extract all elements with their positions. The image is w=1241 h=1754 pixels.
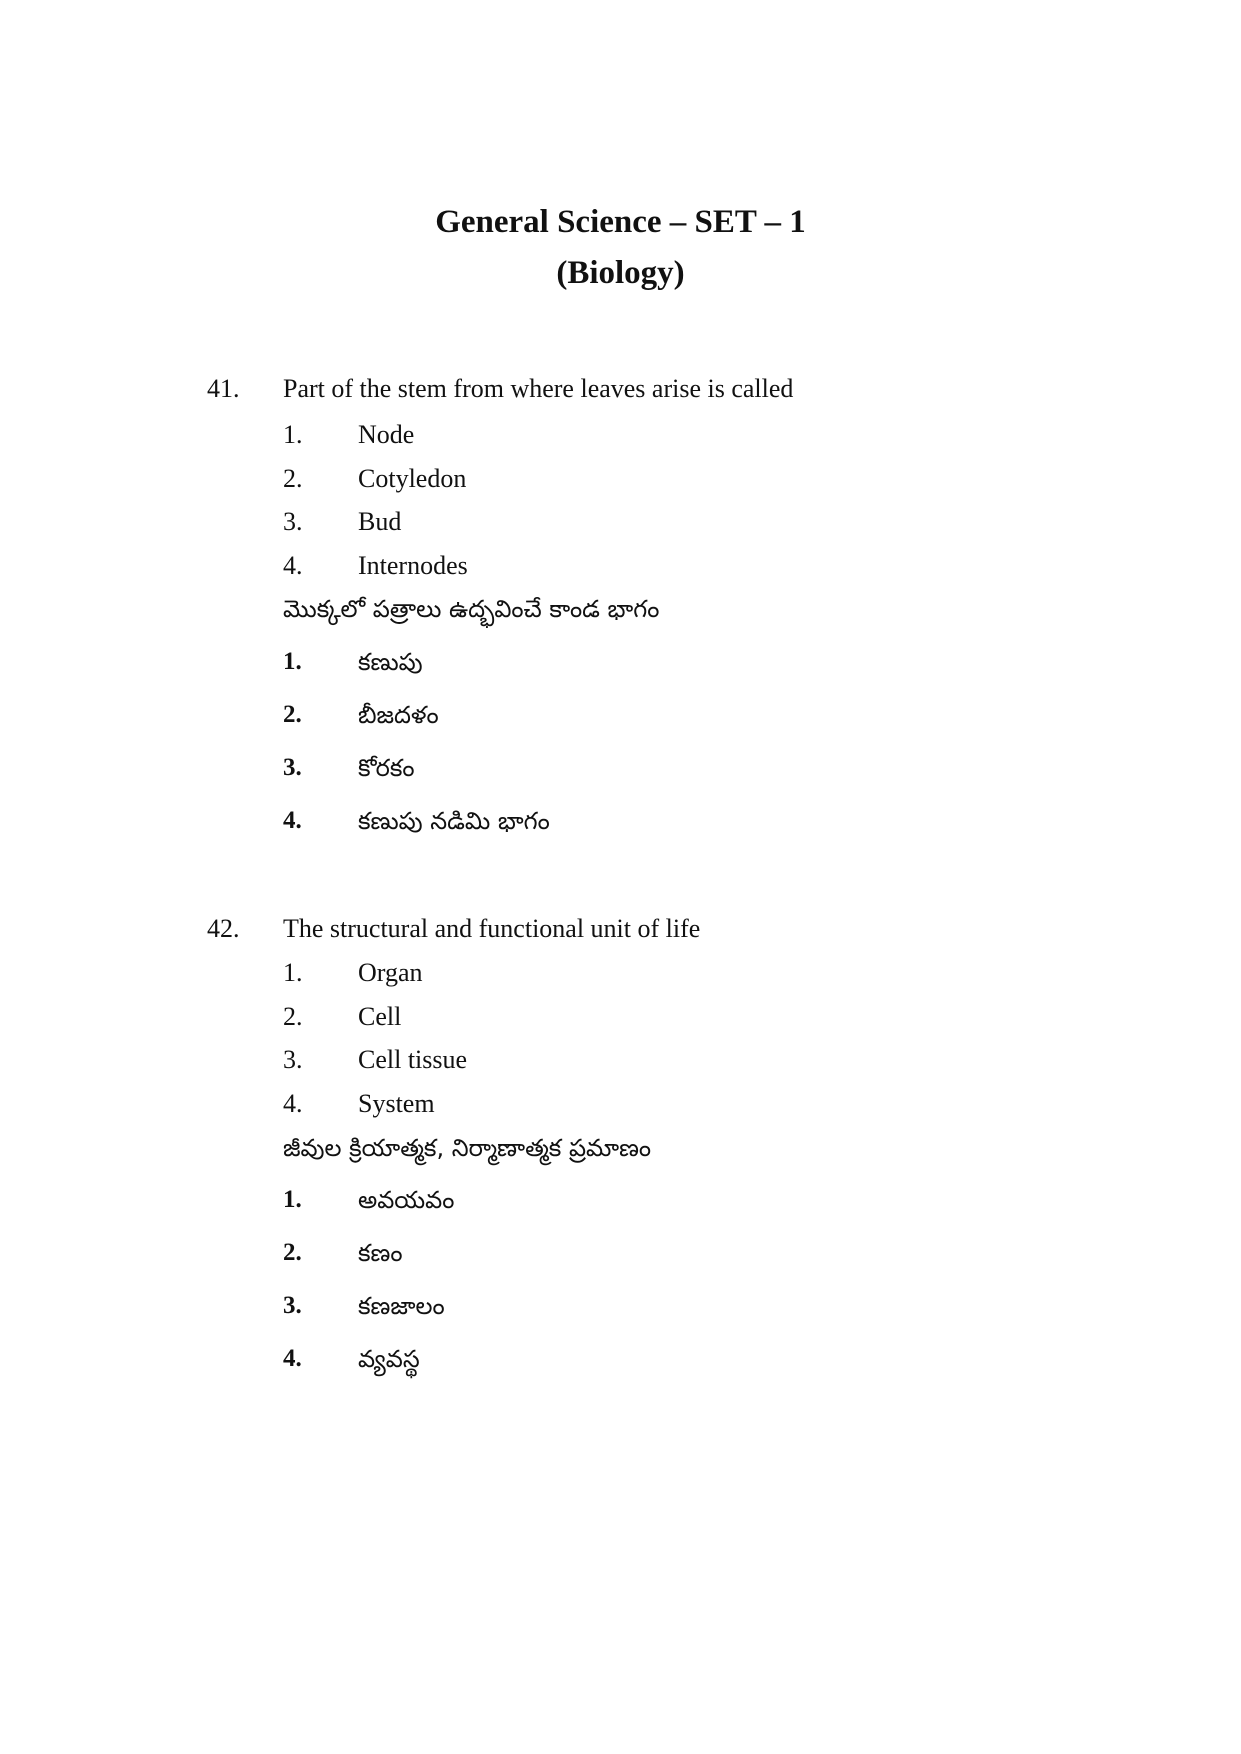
- option-text: Cell tissue: [358, 1045, 468, 1074]
- option-number: 1.: [283, 1186, 302, 1213]
- option-number: 4.: [283, 1089, 303, 1118]
- option-text: Cotyledon: [358, 464, 467, 493]
- option-number: 4.: [283, 551, 303, 580]
- question-text-te: జీవుల క్రియాత్మక, నిర్మాణాత్మక ప్రమాణం: [283, 1134, 652, 1162]
- option-number: 4.: [283, 807, 302, 834]
- option-text: కోరకం: [358, 754, 415, 782]
- option-text: System: [358, 1089, 435, 1118]
- page-title: General Science – SET – 1: [435, 204, 806, 240]
- option-text: Organ: [358, 958, 423, 987]
- option-number: 3.: [283, 1045, 303, 1074]
- option-number: 2.: [283, 701, 302, 728]
- option-text: వ్యవస్థ: [358, 1345, 420, 1373]
- option-text: కణం: [358, 1239, 403, 1267]
- page-subtitle: (Biology): [556, 255, 685, 291]
- option-number: 3.: [283, 754, 302, 781]
- option-text: Bud: [358, 507, 402, 536]
- option-number: 1.: [283, 648, 302, 675]
- option-text: Node: [358, 420, 415, 449]
- question-number: 41.: [207, 374, 240, 403]
- option-text: అవయవం: [358, 1186, 455, 1214]
- option-number: 3.: [283, 1292, 302, 1319]
- option-text: కణజాలం: [358, 1292, 445, 1320]
- question-text-te: మొక్కలో పత్రాలు ఉద్భవించే కాండ భాగం: [283, 595, 660, 623]
- option-number: 1.: [283, 420, 303, 449]
- option-number: 1.: [283, 958, 303, 987]
- question-text-en: The structural and functional unit of life: [283, 914, 701, 943]
- option-number: 3.: [283, 507, 303, 536]
- question-number: 42.: [207, 914, 240, 943]
- option-text: బీజదళం: [358, 701, 439, 729]
- option-text: Internodes: [358, 551, 468, 580]
- option-number: 2.: [283, 1002, 303, 1031]
- option-text: కణుపు నడిమి భాగం: [358, 807, 550, 835]
- option-number: 4.: [283, 1345, 302, 1372]
- option-text: కణుపు: [358, 648, 423, 676]
- option-number: 2.: [283, 1239, 302, 1266]
- option-number: 2.: [283, 464, 303, 493]
- option-text: Cell: [358, 1002, 402, 1031]
- question-text-en: Part of the stem from where leaves arise is called: [283, 374, 794, 403]
